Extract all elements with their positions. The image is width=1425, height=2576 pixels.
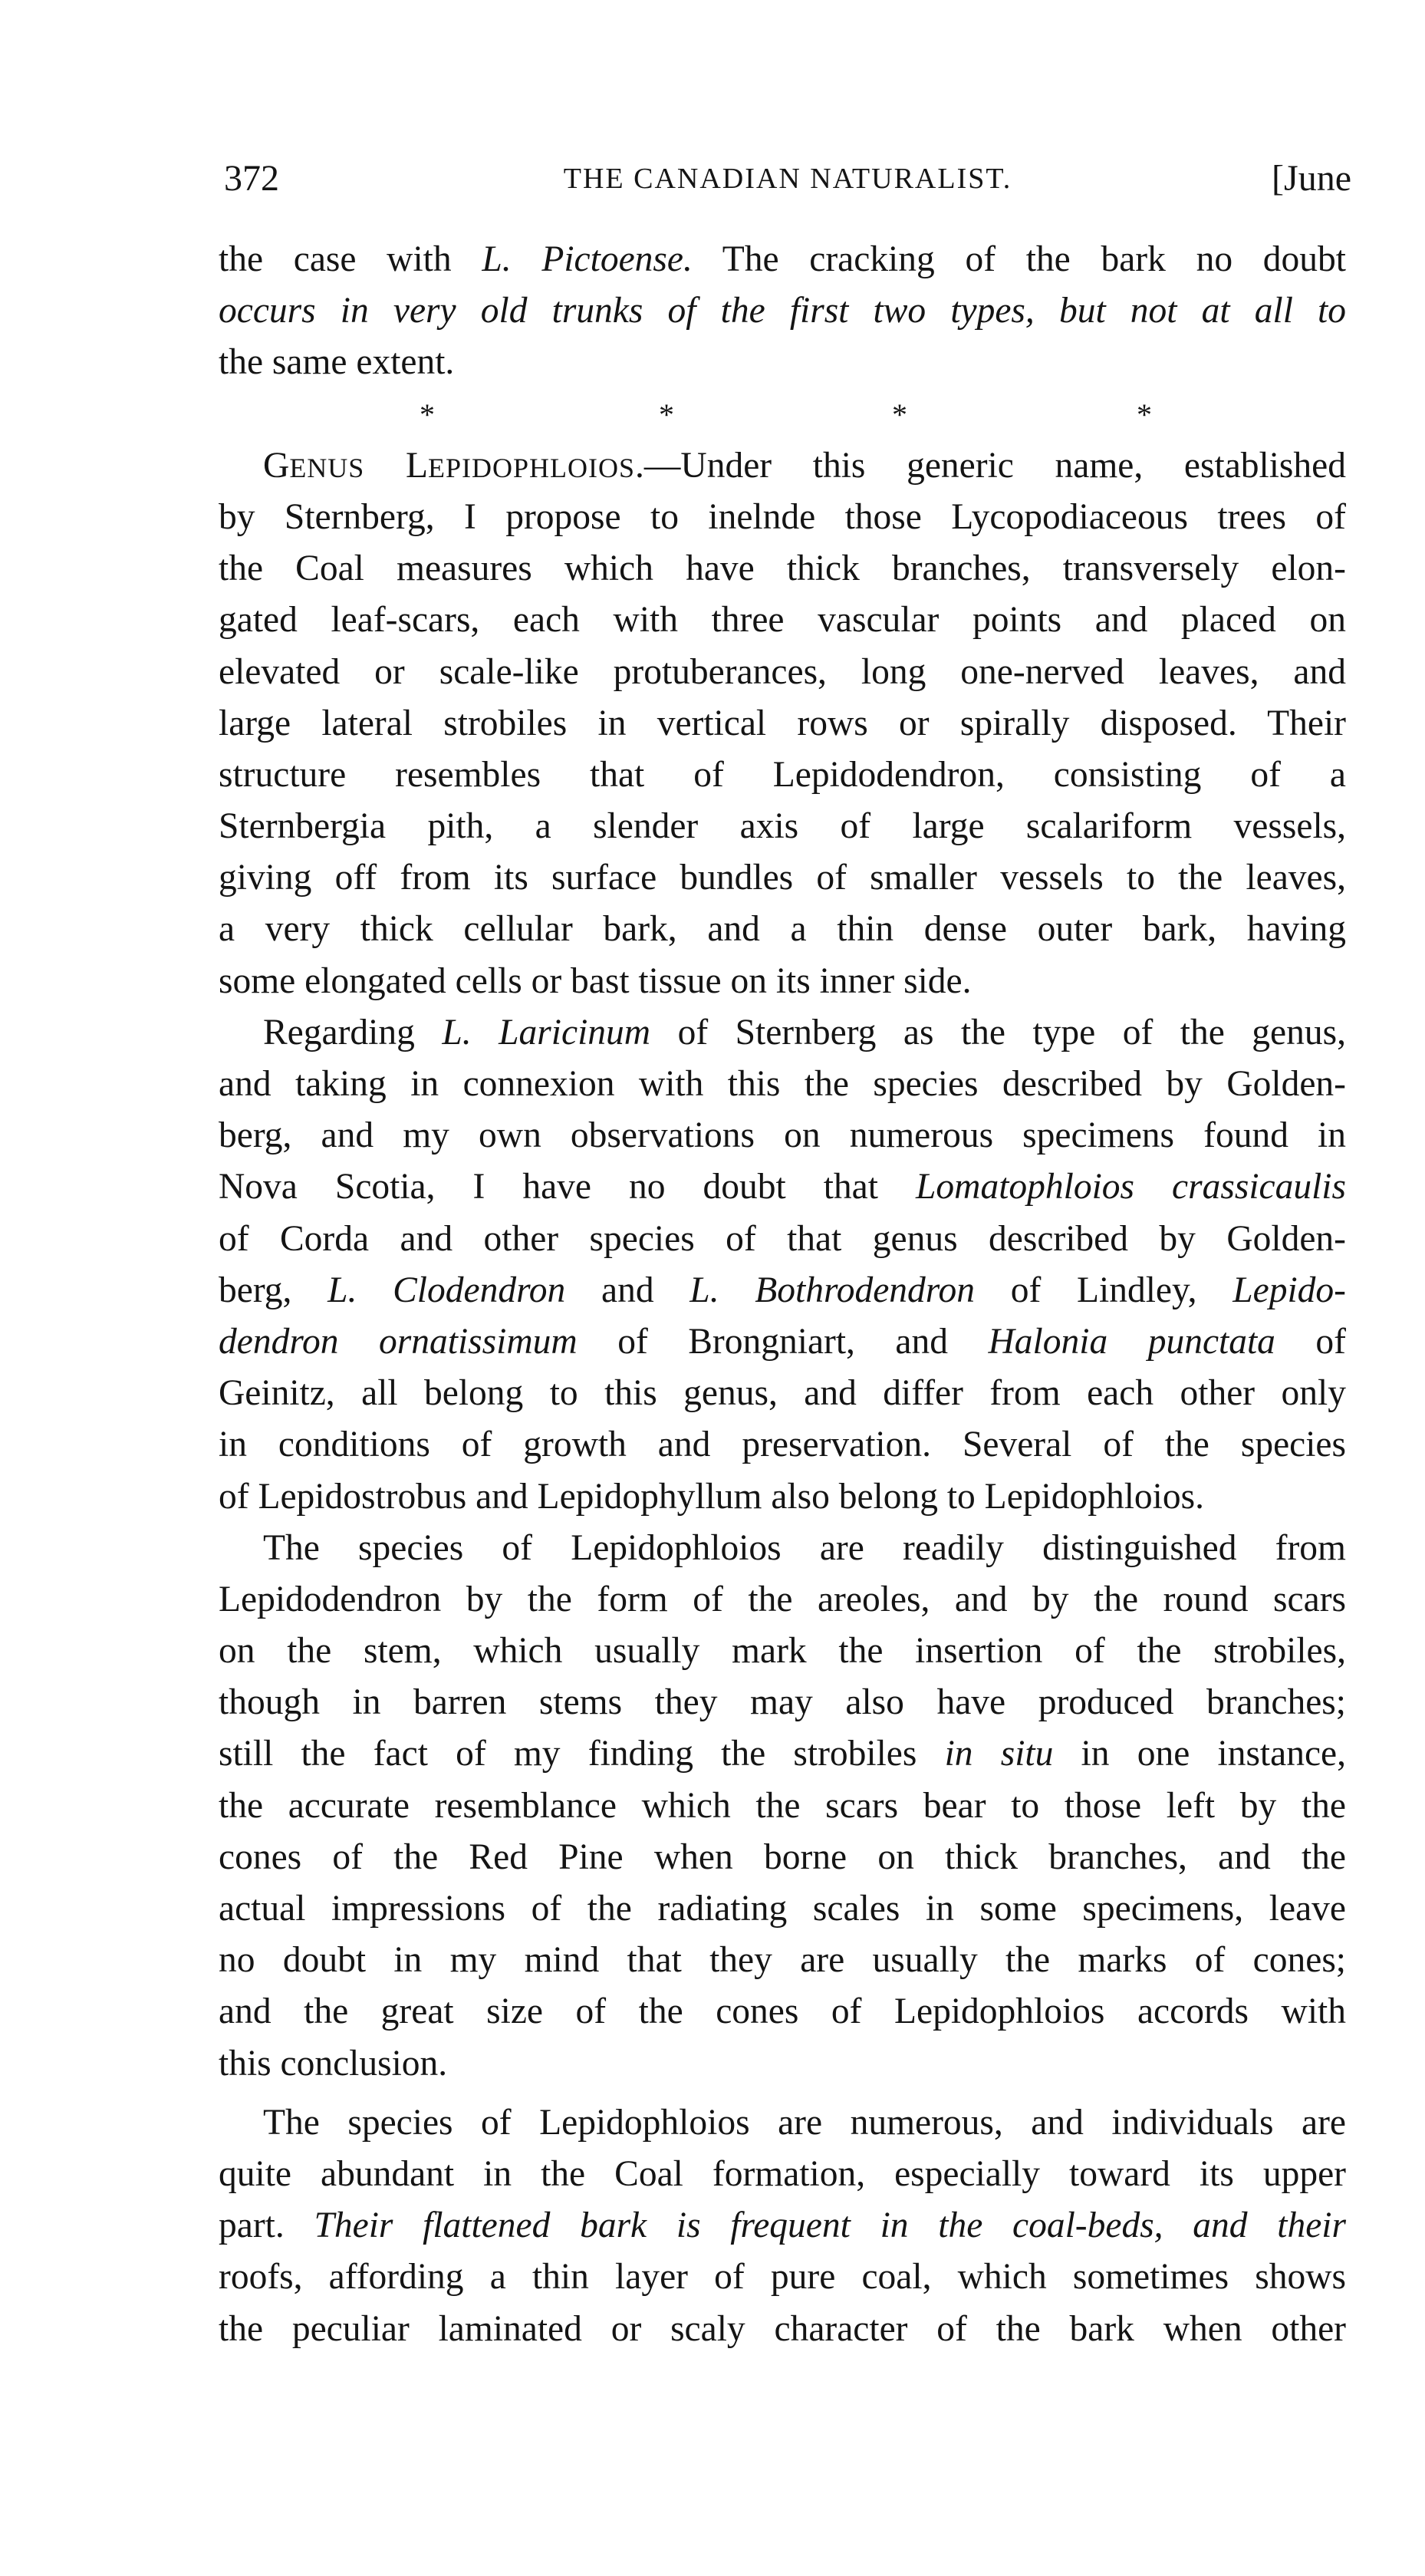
text-line: the peculiar laminated or scaly character of the bark when other [219, 2308, 1346, 2349]
text-line: berg, and my own observations on numerous specimens found in [219, 1115, 1346, 1156]
text-line: GENUS LEPIDOPHLOIOS.—Under this generic name, established [263, 445, 1346, 486]
running-head [224, 152, 1351, 206]
text-line: this conclusion. [219, 2043, 448, 2084]
text-line: large lateral strobiles in vertical rows or spirally disposed. Their [219, 703, 1346, 743]
text-line: of Corda and other species of that genus described by Golden- [219, 1218, 1346, 1259]
text-line: a very thick cellular bark, and a thin dense outer bark, having [219, 909, 1346, 950]
section-separator [219, 389, 1346, 440]
text-line: structure resembles that of Lepidodendron, consisting of a [219, 754, 1346, 795]
paragraph-species-numerous [219, 2097, 1346, 2355]
text-line: Lepidodendron by the form of the areoles, and by the round scars [219, 1579, 1346, 1619]
text-line: actual impressions of the radiating scales in some specimens, leave [219, 1889, 1346, 1929]
paragraph-regarding [219, 1007, 1346, 1523]
asterisk: * [1137, 397, 1152, 432]
text-line: some elongated cells or bast tissue on its inner side. [219, 960, 972, 1001]
journal-title: THE CANADIAN NATURALIST. [563, 163, 1012, 195]
paragraph-species-distinguished [219, 1523, 1346, 2090]
text-line: the Coal measures which have thick branches, transversely elon- [219, 548, 1346, 589]
text-line: berg, L. Clodendron and L. Bothrodendron of Lindley, Lepido- [219, 1270, 1346, 1310]
asterisk: * [659, 397, 674, 432]
paragraph-continuation [219, 234, 1346, 389]
paragraph-gap [219, 2090, 1346, 2097]
text-line: The species of Lepidophloios are readily distinguished from [263, 1527, 1346, 1568]
text-line: quite abundant in the Coal formation, especially toward its upper [219, 2153, 1346, 2194]
text-line: part. Their flattened bark is frequent in the coal-beds, and their [219, 2205, 1346, 2246]
text-line: gated leaf-scars, each with three vascular points and placed on [219, 600, 1346, 641]
text-line: the same extent. [219, 342, 455, 383]
text-line: The species of Lepidophloios are numerous, and individuals are [263, 2102, 1346, 2143]
text-line: of Lepidostrobus and Lepidophyllum also belong to Lepidophloios. [219, 1476, 1204, 1517]
page-number: 372 [224, 158, 279, 199]
text-line: Geinitz, all belong to this genus, and differ from each other only [219, 1373, 1346, 1414]
text-line: occurs in very old trunks of the first two types, but not at all to [219, 291, 1346, 331]
text-line: on the stem, which usually mark the insertion of the strobiles, [219, 1631, 1346, 1672]
asterisk: * [892, 397, 907, 432]
text-line: Nova Scotia, I have no doubt that Lomatophloios crassicaulis [219, 1167, 1346, 1207]
text-line: Sternbergia pith, a slender axis of large scalariform vessels, [219, 806, 1346, 847]
text-line: in conditions of growth and preservation. Several of the species [219, 1425, 1346, 1465]
text-line: and taking in connexion with this the species described by Golden- [219, 1064, 1346, 1104]
issue-month: [June [1272, 158, 1351, 199]
body-text [219, 234, 1346, 2355]
text-line: roofs, affording a thin layer of pure coal, which sometimes shows [219, 2257, 1346, 2298]
text-line: by Sternberg, I propose to inelnde those Lycopodiaceous trees of [219, 496, 1346, 537]
text-line: still the fact of my finding the strobiles in situ in one instance, [219, 1734, 1346, 1774]
text-line: the case with L. Pictoense. The cracking of the bark no doubt [219, 239, 1346, 279]
text-line: elevated or scale-like protuberances, long one-nerved leaves, and [219, 651, 1346, 692]
text-line: no doubt in my mind that they are usually the marks of cones; [219, 1940, 1346, 1981]
text-line: giving off from its surface bundles of smaller vessels to the leaves, [219, 858, 1346, 898]
text-line: though in barren stems they may also have produced branches; [219, 1682, 1346, 1723]
text-line: and the great size of the cones of Lepidophloios accords with [219, 1991, 1346, 2032]
text-line: Regarding L. Laricinum of Sternberg as the type of the genus, [263, 1012, 1346, 1052]
asterisk: * [420, 397, 435, 432]
paragraph-genus [219, 440, 1346, 1007]
text-line: dendron ornatissimum of Brongniart, and Halonia punctata of [219, 1321, 1346, 1362]
text-line: cones of the Red Pine when borne on thick branches, and the [219, 1836, 1346, 1877]
text-line: the accurate resemblance which the scars bear to those left by the [219, 1785, 1346, 1826]
genus-heading: GENUS LEPIDOPHLOIOS [263, 445, 636, 486]
